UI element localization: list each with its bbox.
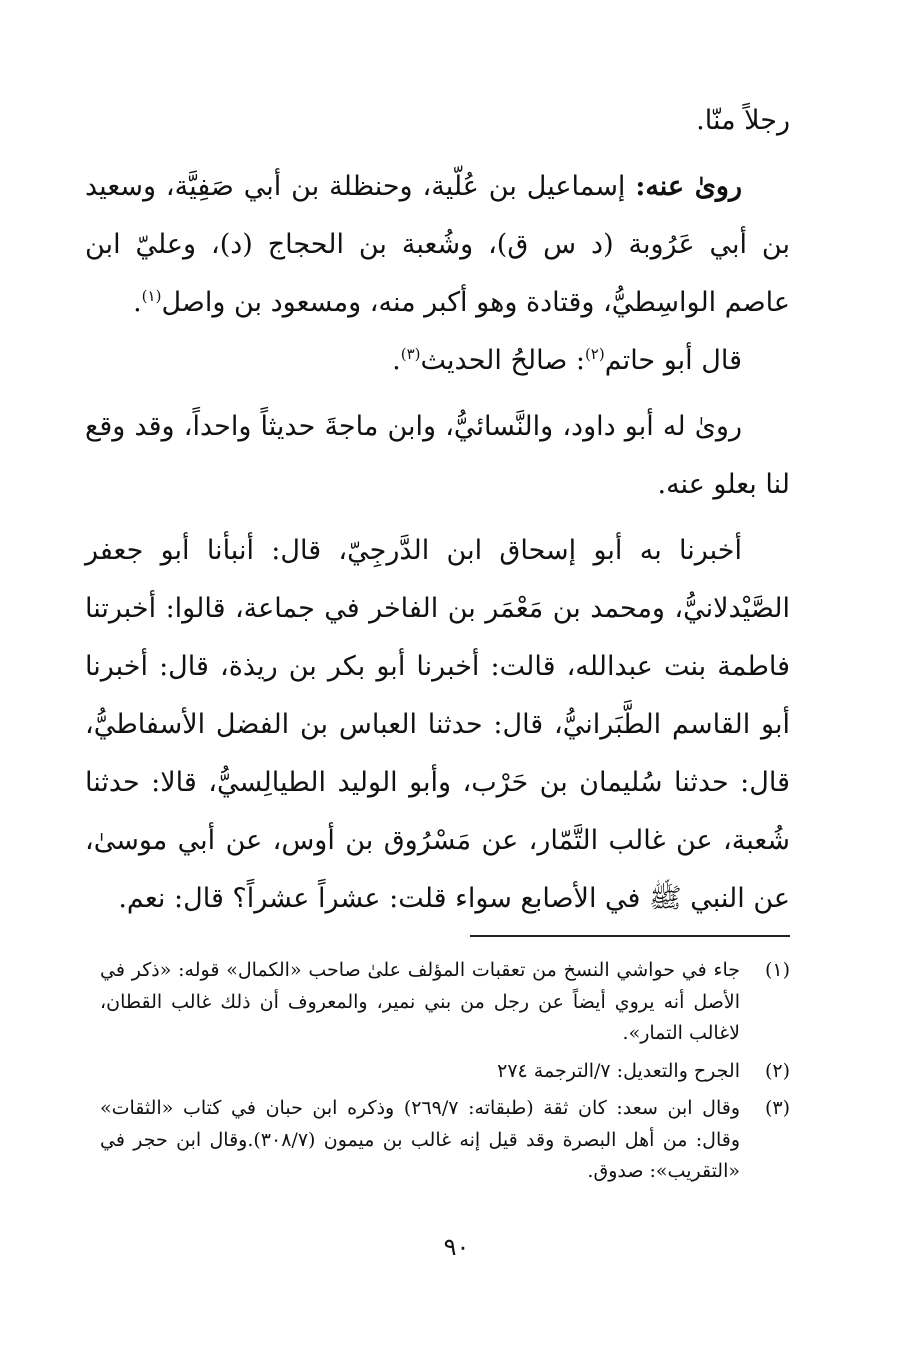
abu-hatim-end: .: [392, 345, 401, 376]
isnad-text: أخبرنا به أبو إسحاق ابن الدَّرجِيّ، قال: أنبأنا أبو جعفر الصَّيْدلانيُّ، ومحمد بن مَعْمَر بن الفاخر في جماعة، قالوا: أخبرتنا فاطمة بنت عبدالله، قالت: أخبرنا أبو بكر بن ريذة، قال: أخبرنا أبو القاسم الطَّبَرانيُّ، قال: حدثنا العباس بن الفضل الأسفاطيُّ، قال: حدثنا سُليمان بن حَرْب، وأبو الوليد الطيالِسيُّ، قالا: حدثنا شُعبة، عن غالب التَّمّار، عن مَسْرُوق بن أوس، عن أبي موسىٰ، عن النبي ﷺ في الأصابع سواء قلت: عشراً عشراً؟ قال: نعم.: [85, 535, 790, 914]
footnotes: [100, 955, 790, 1194]
riwaya-text: روىٰ له أبو داود، والنَّسائيُّ، وابن ماجةَ حديثاً واحداً، وقد وقع لنا بعلو عنه.: [85, 411, 790, 500]
footnote-number: (١): [764, 959, 790, 981]
narrators-text: إسماعيل بن عُلّية، وحنظلة بن أبي صَفِيَّة، وسعيد بن أبي عَرُوبة (د س ق)، وشُعبة بن الحجاج (د)، وعليّ ابن عاصم الواسِطيُّ، وقتادة وهو أكبر منه، ومسعود بن واصل: [85, 171, 790, 318]
intro-line: [85, 92, 790, 150]
footnote-ref-2: (٢): [584, 345, 605, 363]
abu-hatim-paragraph: [85, 332, 790, 390]
footnote-text: جاء في حواشي النسخ من تعقبات المؤلف علىٰ صاحب «الكمال» قوله: «ذكر في الأصل أنه يروي أيضاً عن رجل من بني نمير، والمعروف أن ذلك غالب القطان، لاغالب التمار».: [100, 959, 740, 1044]
footnote-text: الجرح والتعديل: ٧/الترجمة ٢٧٤: [497, 1059, 740, 1082]
main-text: [85, 92, 790, 928]
isnad-paragraph: [85, 522, 790, 928]
footnote-separator: [470, 935, 790, 937]
footnote-1: [100, 955, 790, 1050]
footnote-ref-1: (١): [141, 287, 162, 305]
narrators-lead: روىٰ عنه:: [635, 171, 742, 202]
footnote-2: [100, 1056, 790, 1088]
abu-hatim-text: قال أبو حاتم: [604, 345, 742, 376]
abu-hatim-verdict: : صالحُ الحديث: [420, 345, 585, 376]
footnote-text: وقال ابن سعد: كان ثقة (طبقاته: ٢٦٩/٧) وذكره ابن حبان في كتاب «الثقات» وقال: من أهل البصرة وقد قيل إنه غالب بن ميمون (٣٠٨/٧).وقال ابن حجر في «التقريب»: صدوق.: [100, 1097, 740, 1182]
intro-line-text: رجلاً منّا.: [696, 105, 790, 136]
page-number: ٩٠: [443, 1233, 470, 1261]
footnote-3: [100, 1093, 790, 1188]
footnote-ref-3: (٣): [400, 345, 421, 363]
riwaya-paragraph: [85, 398, 790, 514]
narrators-end: .: [133, 287, 142, 318]
narrators-paragraph: [85, 158, 790, 332]
footnote-number: (٢): [764, 1059, 790, 1082]
footnote-number: (٣): [764, 1097, 790, 1119]
